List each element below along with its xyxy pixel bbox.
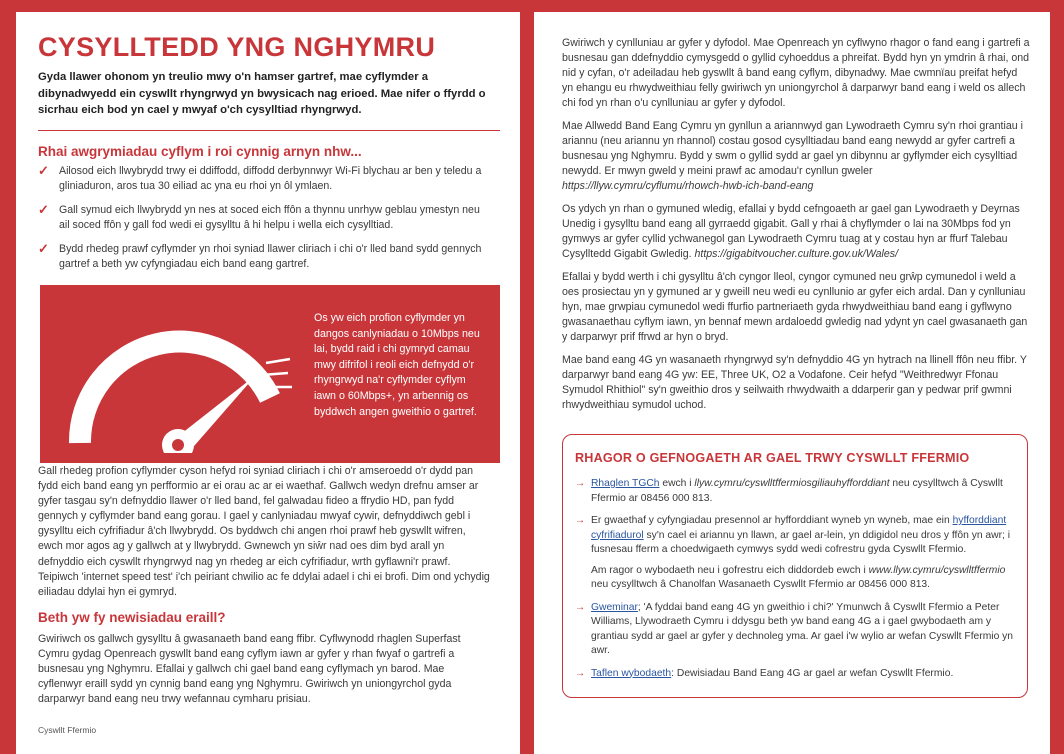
arrow-icon: → — [575, 515, 586, 526]
speed-callout-text: Os yw eich profion cyflymder yn dangos canlyniadau o 10Mbps neu lai, bydd raid i chi gymryd camau mwy difrifol i reoli eich defnydd o'r rhyngrwyd na'r cyflymder cyflym iawn o 60Mbps+, yn arbennig os byddwch angen gweithio o gartref. — [314, 312, 480, 418]
more-support-box — [562, 434, 1028, 698]
computer-training-link[interactable]: hyfforddiant cyfrifiadurol — [591, 515, 1007, 541]
broadband-key-link[interactable]: https://llyw.cymru/cyflumu/rhowch-hwb-ich-band-eang — [562, 180, 814, 193]
tick-icon: ✓ — [38, 241, 49, 256]
webinar-link[interactable]: Gweminar — [591, 601, 638, 613]
list-item — [38, 164, 490, 194]
footer-text: Cyswllt Ffermio — [38, 725, 97, 735]
support-list — [575, 477, 1015, 689]
item-text: Am ragor o wybodaeth neu i gofrestru eich diddordeb ewch i — [591, 564, 869, 576]
list-item — [575, 667, 1015, 682]
other-options-paragraph: Gwiriwch os gallwch gysylltu â gwasanaeth band eang ffibr. Cyflwynodd rhaglen Superfast Cymru gydag Openreach gyswllt band eang cyflym iawn ar gyfer y rhan fwyaf o gartrefi a busnesau yng Nghymru. Efallai y gallwch chi gael band eang cyflymach yn barod. Mae cyflenwyr eraill sydd yn cynnig band eang yng Nghymru. Gwiriwch yn uniongyrchol gyda darparwyr band eang neu trwy wefannau cymharu prisiau. — [38, 633, 461, 706]
item-text: neu cysylltwch â Cyswllt Ffermio ar 08456 000 813. — [591, 478, 1003, 504]
info-leaflet-link[interactable]: Taflen wybodaeth — [591, 667, 672, 679]
tip-text: Bydd rhedeg prawf cyflymder yn rhoi syniad llawer cliriach i chi o'r lled band sydd gennych gartref a beth yw cyfyngiadau eich band eang gartref. — [59, 243, 482, 270]
more-support-heading: RHAGOR O GEFNOGAETH AR GAEL TRWY CYSWLLT FFERMIO — [575, 451, 970, 465]
divider — [38, 130, 500, 131]
item-text: ewch i — [659, 478, 695, 489]
item-text: sy'n cael ei ariannu yn llawn, ar gael ar-lein, yn ddigidol neu dros y ffôn yn awr; i fusnesau fferm a choedwigaeth cymwys sydd wedi cofrestru gyda Cyswllt Ffermio. — [591, 529, 1011, 555]
tips-heading: Rhai awgrymiadau cyflym i roi cynnig arnyn nhw... — [38, 144, 362, 159]
rural-community-paragraph — [562, 202, 1030, 262]
item-text: Er gwaethaf y cyfyngiadau presennol ar hyfforddiant wyneb yn wyneb, mae ein — [591, 515, 953, 526]
broadband-key-paragraph — [562, 119, 1030, 194]
farming-connect-url: www.llyw.cymru/cyswlltffermio — [868, 564, 1006, 576]
right-page — [534, 12, 1050, 754]
gigabit-voucher-link[interactable]: https://gigabitvoucher.culture.gov.uk/Wales/ — [694, 248, 899, 261]
tick-icon: ✓ — [38, 163, 49, 178]
future-plans-paragraph: Gwiriwch y cynlluniau ar gyfer y dyfodol. Mae Openreach yn cyflwyno rhagor o fand eang i gartrefi a busnesau gan ddefnyddio cymysgedd o gyllid cyhoeddus a phreifat. Bydd hyn yn ymdrin â rhai, ond nid y cyfan, o'r adeiladau heb gyswllt â band eang cyflym, dibynadwy. Mae cwmnïau preifat hefyd yn ehangu eu rhwydweithiau felly gwiriwch yn uniongyrchol â darparwyr band eang i weld os allech chi fod yn rhan o'u cynlluniau ar gyfer y dyfodol. — [562, 37, 1030, 110]
tip-text: Ailosod eich llwybrydd trwy ei ddiffodd, diffodd derbynnwyr Wi-Fi blychau ar ben y teledu a gliniaduron, aros tua 30 eiliad ac yna eu rhoi yn ôl ymlaen. — [59, 165, 482, 192]
speed-callout-box — [40, 285, 500, 463]
item-text: neu cysylltwch â Chanolfan Wasanaeth Cyswllt Ffermio ar 08456 000 813. — [591, 579, 931, 590]
list-item — [38, 203, 490, 233]
tips-list — [38, 164, 490, 281]
page-title: CYSYLLTEDD YNG NGHYMRU — [38, 32, 436, 62]
intro-paragraph: Gyda llawer ohonom yn treulio mwy o'n hamser gartref, mae cyflymder a dibynadwyedd ein cyswllt rhyngrwyd yn bwysicach nag erioed. Mae nifer o ffyrdd o sicrhau eich bod yn cael y mwyaf o'ch cysylltiad rhyngrwyd. — [38, 71, 486, 116]
other-options-heading: Beth yw fy newisiadau eraill? — [38, 610, 226, 625]
speedometer-icon — [60, 303, 300, 453]
paragraph-text: Os ydych yn rhan o gymuned wledig, efallai y bydd cefngoaeth ar gael gan Lywodraeth y Deyrnas Unedig i gysylltu band eang all gyrraedd gigabit. Gall y rhai â chyflymder o lai na 30Mbps fod yn gymwys ar gyfer cyllid ychwanegol gan Lywodraeth Cymru tuag at y costau hyn ar ffurf Talebau Cysylltedd Gigabit Gwledig. — [562, 203, 1020, 261]
tick-icon: ✓ — [38, 202, 49, 217]
list-item — [575, 477, 1015, 506]
paragraph-text: Mae Allwedd Band Eang Cymru yn gynllun a ariannwyd gan Lywodraeth Cymru sy'n rhoi grantiau i ariannu (neu ariannu yn rhannol) costau gosod cysylltiadau band eang newydd ar gyfer cartrefi a busnesau yng Nghymru. Bydd y swm o gyllid sydd ar gael yn dibynnu ar gyflymder eich cysylltiad newydd. Er mwyn gweld y meini prawf ac amodau'r cynllun gweler — [562, 120, 1023, 178]
training-url: llyw.cymru/cyswlltffermiosgiliauhyfforddiant — [694, 478, 890, 489]
list-item — [575, 564, 1015, 593]
4g-paragraph: Mae band eang 4G yn wasanaeth rhyngrwyd sy'n defnyddio 4G yn hytrach na llinell ffôn neu ffibr. Y darparwyr band eang 4G yw: EE, Three UK, O2 a Vodafone. Ceir hefyd "Weithredwyr Ffonau Symudol Rhithiol" sy'n gweithio dros y seilwaith rhwydwaith a ddarperir gan y pedwar prif gwmni rhwydweithiau symudol uchod. — [562, 354, 1027, 412]
arrow-icon: → — [575, 667, 586, 679]
arrow-icon: → — [575, 601, 586, 613]
left-page — [16, 12, 520, 754]
list-item — [575, 601, 1015, 659]
item-text: ; 'A fyddai band eang 4G yn gweithio i chi?' Ymunwch â Cyswllt Ffermio a Peter Williams, Llywodraeth Cymru i ddysgu beth yw band eang 4G a i gael gwybodaeth am y grantiau sydd ar gael ar gyfer y dechnoleg yma. Ar gael i'w wylio ar wefan Cyswllt Ffermio yn awr. — [591, 601, 1014, 656]
community-paragraph: Efallai y bydd werth i chi gysylltu â'ch cyngor lleol, cyngor cymuned neu grŵp cymunedol i weld a oes prosiectau yn y gymuned ar y gweill neu wedi eu cynllunio ar gyfer eich ardal. Dan y cynlluniau hyn, mae grwpiau cymunedol wedi ffurfio partneriaeth gyda rhwydweithiau band eang i gyflwyno gwasanaethau cyflym iawn, yn bennaf mewn ardaloedd gwledig nad ydynt yn cael gwasanaeth gan y darparwyr prif ffrwd ar hyn o bryd. — [562, 271, 1028, 344]
list-item — [38, 242, 490, 272]
speed-test-paragraph: Gall rhedeg profion cyflymder cyson hefyd roi syniad cliriach i chi o'r amseroedd o'r dydd pan fydd eich band eang yn perfformio ar ei orau ac ar ei waethaf. Gallwch wedyn drefnu amser ar gyfer tasgau sy'n defnyddio llawer o'r lled band, fel galwadau fideo a ffrydio HD, pan fydd gennych y cyflymder band eang gorau. I gael y canlyniadau mwyaf cywir, defnyddiwch gebl i gysylltu eich cyfrifiadur â'ch llwybrydd. Os byddwch chi angen rhoi prawf heb gyswllt wifren, ewch mor agos ag y gallwch at y llwybrydd. Gwnewch yn siŵr nad oes dim byd arall yn defnyddio eich cyswllt rhyngrwyd nag yn rhedeg ar eich cyfrifiadur, wrth gyflawni'r prawf. Teipiwch 'internet speed test' i'ch peiriant chwilio ac fe ddylai adael i chi ei brofi. Dim ond ychydig eiliadau ddylai hyn ei gymryd. — [38, 465, 490, 598]
arrow-icon: → — [575, 478, 586, 489]
item-text: : Dewisiadau Band Eang 4G ar gael ar wefan Cyswllt Ffermio. — [671, 667, 954, 679]
tip-text: Gall symud eich llwybrydd yn nes at soced eich ffôn a thynnu unrhyw geblau ymestyn neu ail soced ffôn y gall fod wedi ei gysylltu â hi helpu i wella eich cysylltiad. — [59, 204, 480, 231]
ict-programme-link[interactable]: Rhaglen TGCh — [591, 478, 660, 489]
list-item — [575, 514, 1015, 558]
